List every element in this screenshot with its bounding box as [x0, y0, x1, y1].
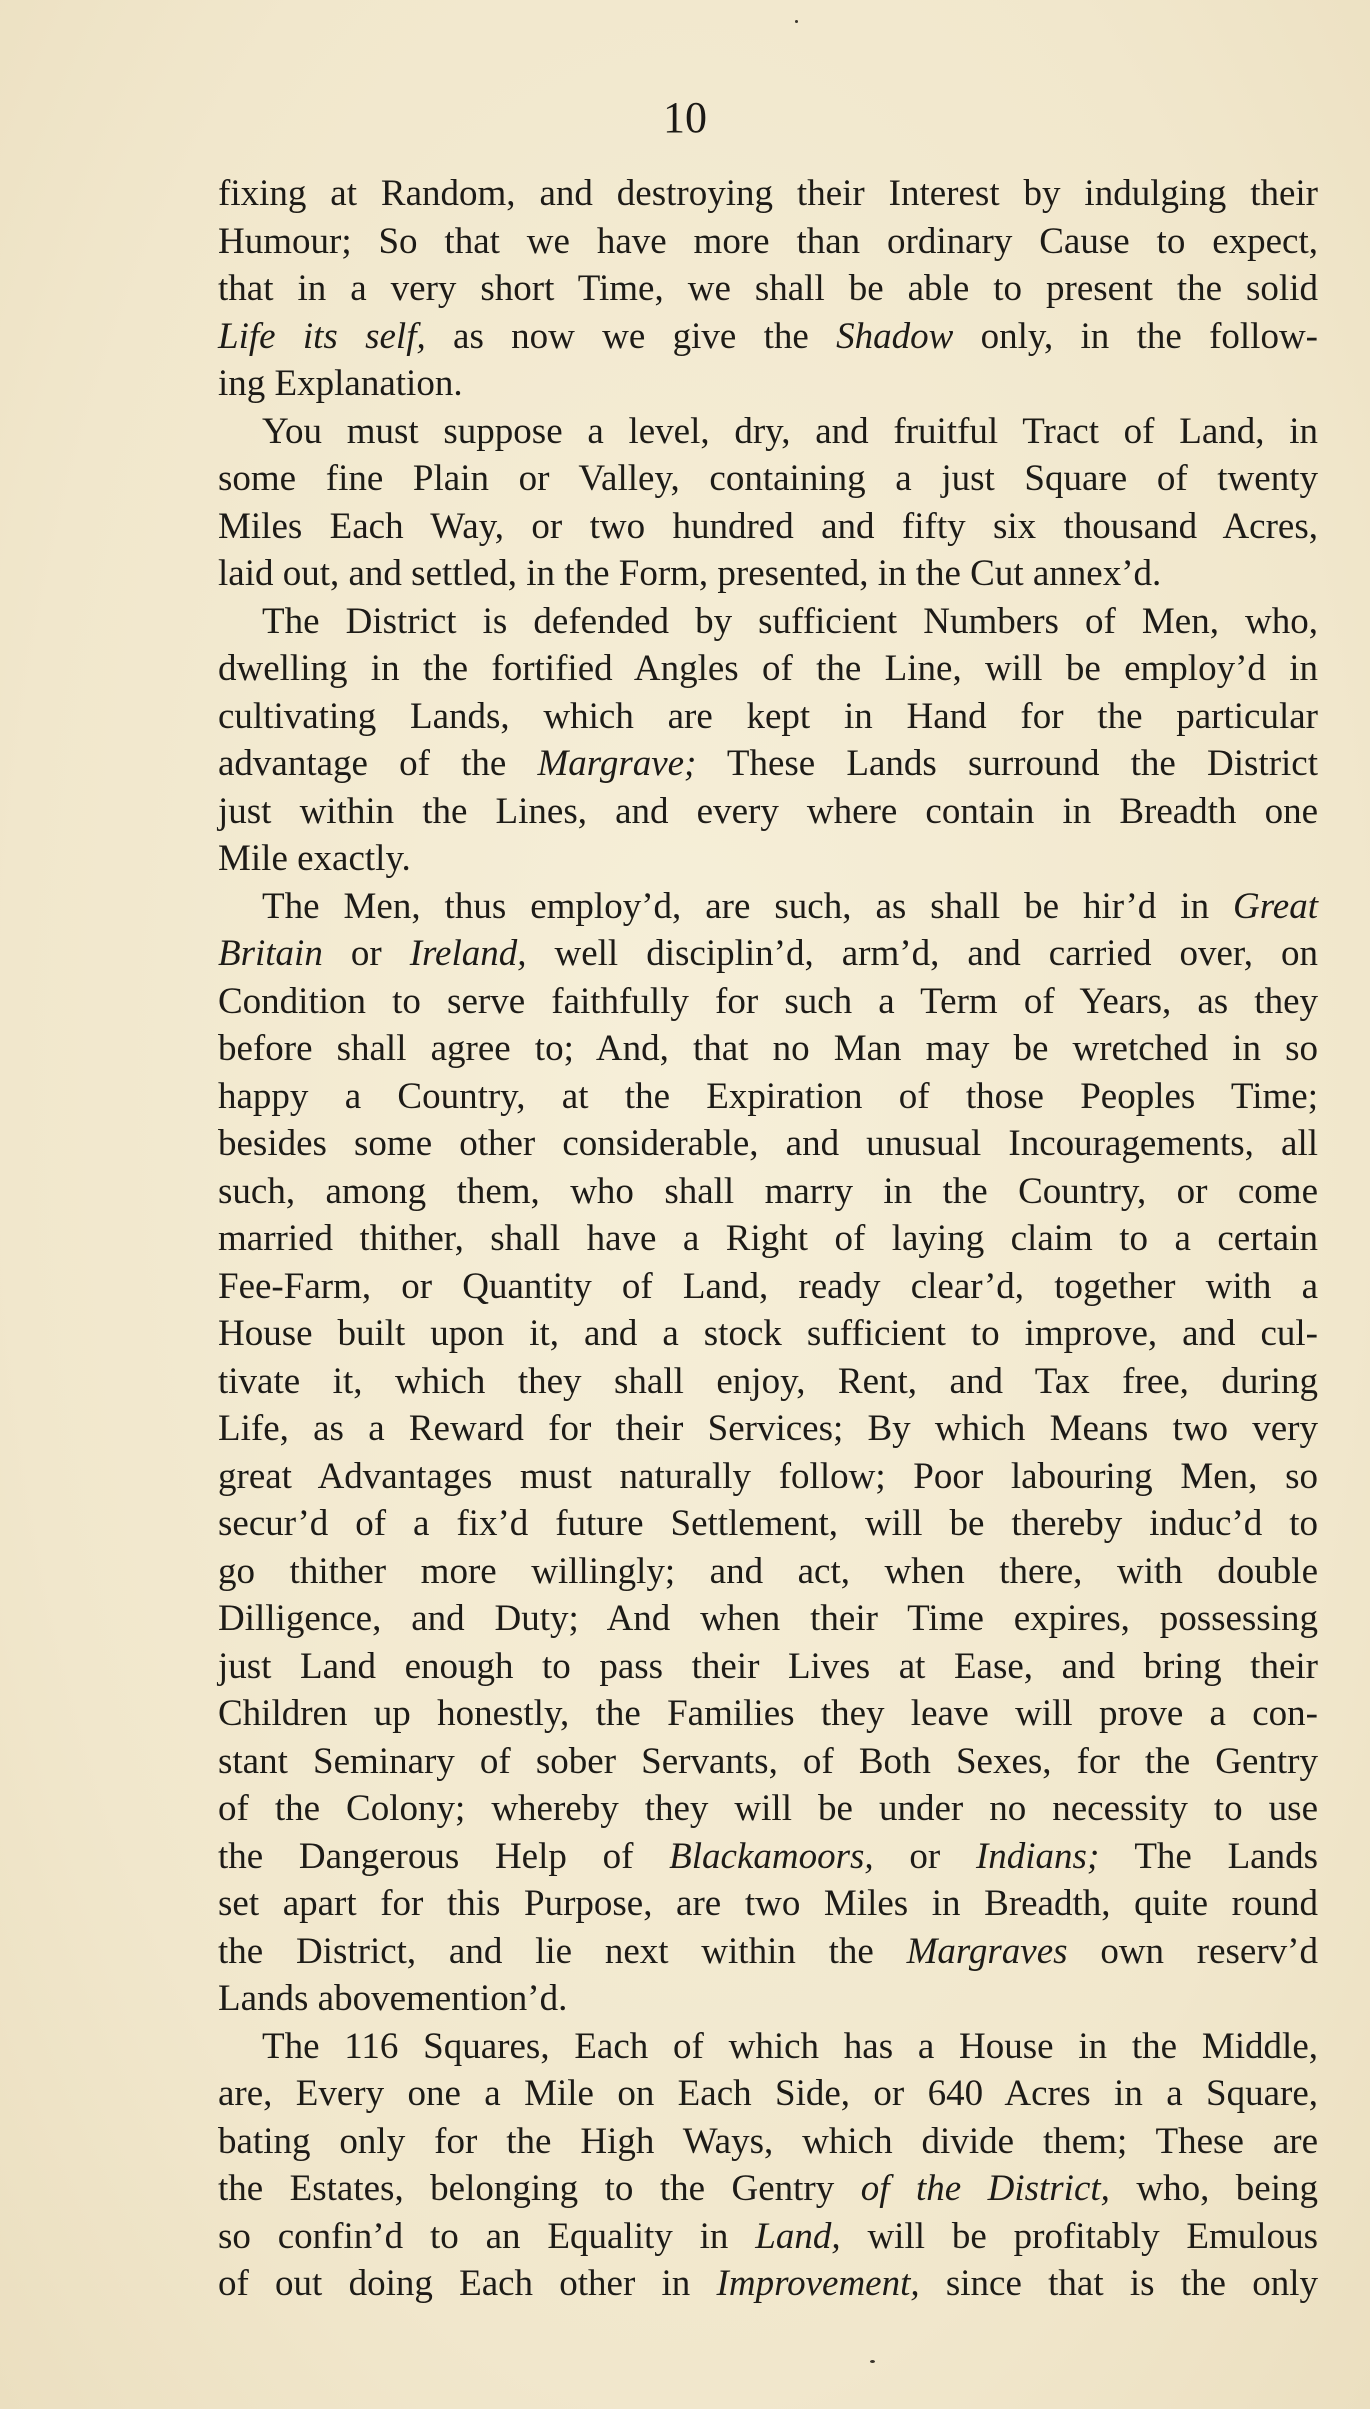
text-run: set apart for this Purpose, are two Miles in Breadth, quite round	[218, 1883, 1318, 1924]
text-run: ing Explanation.	[218, 363, 463, 404]
text-line	[218, 978, 1318, 1026]
text-line	[218, 1690, 1318, 1738]
text-run: only, in the follow-	[953, 315, 1319, 357]
text-line	[218, 1785, 1318, 1833]
text-run: before shall agree to; And, that no Man may be wretched in so	[218, 1028, 1318, 1069]
italic-run: Blackamoors,	[669, 1835, 874, 1877]
text-run: tivate it, which they shall enjoy, Rent, and Tax free, during	[218, 1360, 1318, 1402]
text-run: or	[873, 1835, 976, 1877]
text-run: since that is the only	[919, 2263, 1318, 2304]
text-run: just within the Lines, and every where contain in Breadth one	[218, 790, 1318, 832]
text-run: bating only for the High Ways, which divide them; These are	[218, 2120, 1318, 2162]
text-line	[218, 883, 1318, 931]
text-line	[218, 265, 1318, 313]
italic-run: of the District,	[860, 2168, 1110, 2209]
text-line	[218, 1073, 1318, 1121]
text-run: fixing at Random, and destroying their Interest by indulging their	[218, 173, 1318, 214]
text-line	[218, 1215, 1318, 1263]
text-run: Fee-Farm, or Quantity of Land, ready clear’d, together with a	[218, 1265, 1318, 1307]
text-line	[218, 313, 1318, 361]
italic-run: Great	[1233, 885, 1318, 927]
text-run: The Lands	[1099, 1835, 1318, 1877]
text-run: own reserv’d	[1067, 1930, 1318, 1972]
text-line	[218, 1833, 1318, 1881]
text-line	[218, 1880, 1318, 1928]
italic-run: Britain	[218, 933, 323, 974]
text-line	[218, 1025, 1318, 1073]
text-run: are, Every one a Mile on Each Side, or 640 Acres in a Square,	[218, 2073, 1318, 2114]
text-line	[218, 1738, 1318, 1786]
text-run: Condition to serve faithfully for such a Term of Years, as they	[218, 980, 1318, 1022]
text-run: dwelling in the fortified Angles of the Line, will be employ’d in	[218, 648, 1318, 689]
text-run: Miles Each Way, or two hundred and fifty six thousand Acres,	[218, 505, 1318, 547]
text-line	[218, 1168, 1318, 1216]
text-run: of out doing Each other in	[218, 2263, 717, 2304]
text-run: cultivating Lands, which are kept in Hand for the particular	[218, 695, 1318, 737]
text-run: married thither, shall have a Right of laying claim to a certain	[218, 1218, 1318, 1259]
ink-speck	[795, 20, 798, 23]
text-run: who, being	[1109, 2168, 1318, 2209]
text-line	[218, 1263, 1318, 1311]
text-line	[218, 1500, 1318, 1548]
text-line	[218, 170, 1318, 218]
text-run: Children up honestly, the Families they leave will prove a con-	[218, 1693, 1318, 1734]
text-line	[218, 1548, 1318, 1596]
text-line	[218, 2070, 1318, 2118]
text-run: just Land enough to pass their Lives at Ease, and bring their	[218, 1645, 1318, 1687]
text-run: of the Colony; whereby they will be under no necessity to use	[218, 1788, 1318, 1829]
text-line	[218, 1310, 1318, 1358]
text-line	[218, 788, 1318, 836]
text-line	[218, 598, 1318, 646]
italic-run: Life its self,	[218, 315, 426, 357]
page-number: 10	[663, 93, 707, 142]
text-run: House built upon it, and a stock sufficient to improve, and cul-	[218, 1313, 1318, 1354]
text-run: The District is defended by sufficient Numbers of Men, who,	[262, 600, 1318, 642]
text-run: or	[322, 933, 410, 974]
text-run: Lands abovemention’d.	[218, 1978, 568, 2019]
text-run: advantage of the	[218, 743, 538, 784]
text-run: go thither more willingly; and act, when there, with double	[218, 1550, 1318, 1592]
text-line	[218, 455, 1318, 503]
text-line	[218, 1595, 1318, 1643]
text-run: such, among them, who shall marry in the Country, or come	[218, 1170, 1318, 1212]
text-line	[218, 1928, 1318, 1976]
text-run: the Dangerous Help of	[218, 1835, 670, 1877]
body-text	[218, 170, 1318, 2308]
text-line	[218, 1453, 1318, 1501]
text-line	[218, 218, 1318, 266]
text-run: Life, as a Reward for their Services; By which Means two very	[218, 1408, 1318, 1449]
text-run: You must suppose a level, dry, and fruitful Tract of Land, in	[262, 410, 1318, 452]
italic-run: Ireland,	[409, 933, 527, 974]
text-line	[218, 930, 1318, 978]
text-line	[218, 2165, 1318, 2213]
text-line	[218, 503, 1318, 551]
text-run: will be profitably Emulous	[840, 2215, 1318, 2257]
text-run: secur’d of a fix’d future Settlement, will be thereby induc’d to	[218, 1503, 1318, 1544]
italic-run: Land,	[755, 2215, 841, 2257]
italic-run: Shadow	[836, 315, 954, 357]
text-line	[218, 1358, 1318, 1406]
text-line	[218, 550, 1318, 598]
italic-run: Margrave;	[537, 743, 697, 784]
text-run: stant Seminary of sober Servants, of Both Sexes, for the Gentry	[218, 1740, 1318, 1782]
text-run: laid out, and settled, in the Form, presented, in the Cut annex’d.	[218, 553, 1162, 594]
text-line	[218, 2260, 1318, 2308]
text-run: The Men, thus employ’d, are such, as shall be hir’d in	[262, 885, 1234, 927]
text-line	[218, 2118, 1318, 2166]
text-run: great Advantages must naturally follow; Poor labouring Men, so	[218, 1455, 1318, 1497]
text-run: the District, and lie next within the	[218, 1930, 907, 1972]
text-line	[218, 1975, 1318, 2023]
text-line	[218, 1643, 1318, 1691]
text-line	[218, 408, 1318, 456]
text-run: well disciplin’d, arm’d, and carried over, on	[526, 933, 1318, 974]
text-line	[218, 2023, 1318, 2071]
text-run: that in a very short Time, we shall be able to present the solid	[218, 268, 1318, 309]
italic-run: Margraves	[906, 1930, 1068, 1972]
text-run: Dilligence, and Duty; And when their Time expires, possessing	[218, 1598, 1318, 1639]
text-line	[218, 1405, 1318, 1453]
text-line	[218, 693, 1318, 741]
text-line	[218, 2213, 1318, 2261]
text-line	[218, 835, 1318, 883]
text-run: the Estates, belonging to the Gentry	[218, 2168, 861, 2209]
text-run: The 116 Squares, Each of which has a House in the Middle,	[262, 2025, 1318, 2067]
text-line	[218, 645, 1318, 693]
text-run: some fine Plain or Valley, containing a just Square of twenty	[218, 458, 1318, 499]
text-run: happy a Country, at the Expiration of those Peoples Time;	[218, 1075, 1318, 1117]
ink-speck	[870, 2360, 875, 2363]
text-run: as now we give the	[425, 315, 837, 357]
text-line	[218, 360, 1318, 408]
text-line	[218, 740, 1318, 788]
text-run: so confin’d to an Equality in	[218, 2215, 756, 2257]
text-run: These Lands surround the District	[696, 743, 1318, 784]
text-run: besides some other considerable, and unusual Incouragements, all	[218, 1123, 1318, 1164]
italic-run: Improvement,	[716, 2263, 920, 2304]
text-run: Mile exactly.	[218, 838, 411, 879]
text-run: Humour; So that we have more than ordinary Cause to expect,	[218, 220, 1318, 262]
italic-run: Indians;	[975, 1835, 1100, 1877]
text-line	[218, 1120, 1318, 1168]
